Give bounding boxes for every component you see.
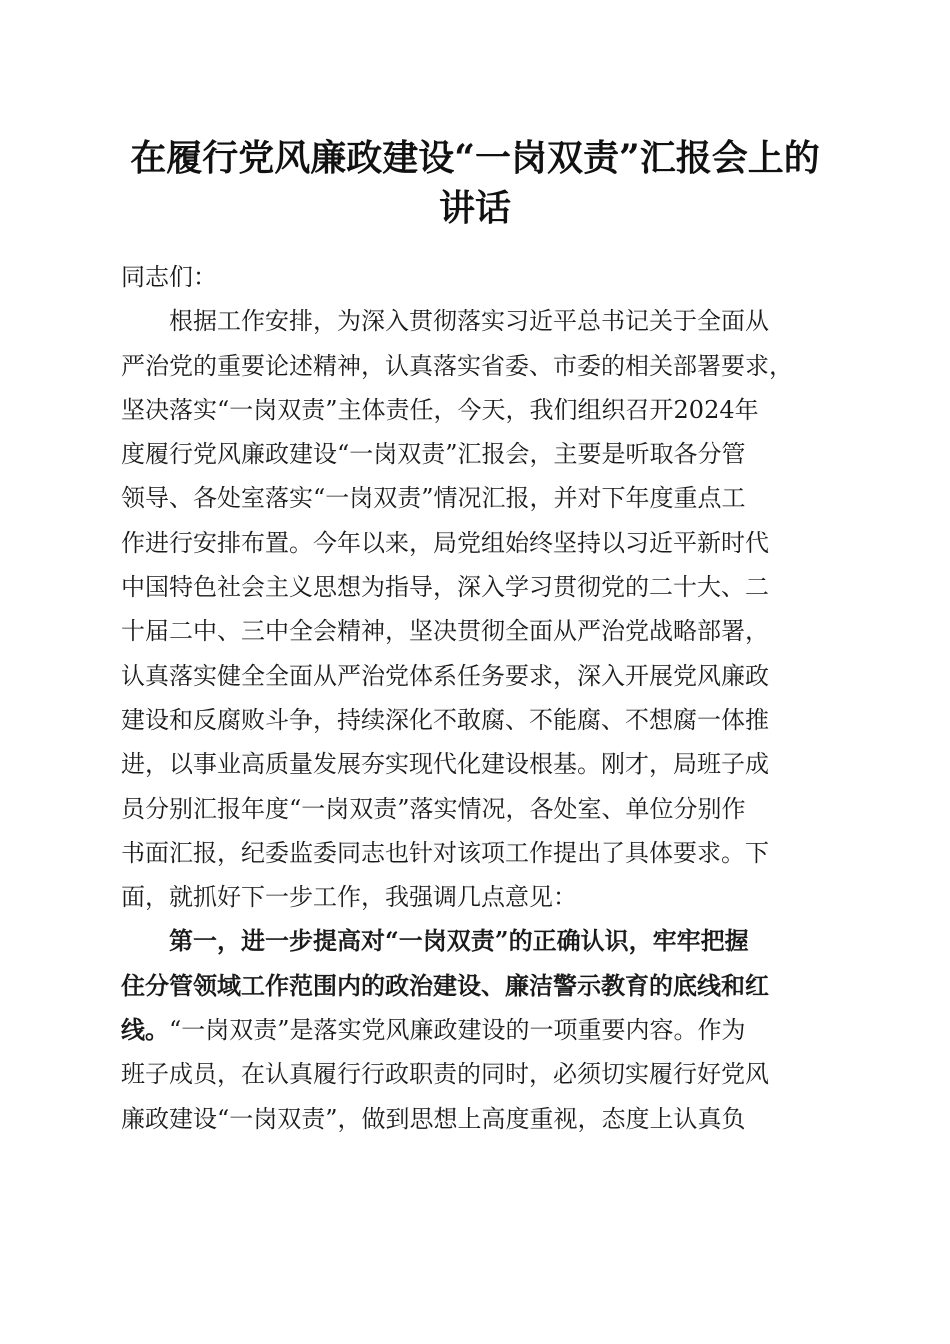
paragraph-1-line: 建设和反腐败斗争，持续深化不敢腐、不能腐、不想腐一体推: [121, 705, 769, 734]
paragraph-1-line: 作进行安排布置。今年以来，局党组始终坚持以习近平新时代: [121, 528, 769, 557]
paragraph-1-line: 进，以事业高质量发展夯实现代化建设根基。刚才，局班子成: [121, 750, 769, 779]
paragraph-1-line: 书面汇报，纪委监委同志也针对该项工作提出了具体要求。下: [121, 838, 769, 867]
paragraph-1-line: 中国特色社会主义思想为指导，深入学习贯彻党的二十大、二: [121, 573, 769, 602]
paragraph-2-heading-line: 第一，进一步提高对“一岗双责”的正确认识，牢牢把握: [169, 926, 749, 956]
paragraph-1-line: 认真落实健全全面从严治党体系任务要求，深入开展党风廉政: [121, 661, 769, 690]
paragraph-2-line: 班子成员，在认真履行行政职责的同时，必须切实履行好党风: [121, 1060, 769, 1089]
paragraph-2-text-start: “一岗双责”是落实党风廉政建设的一项重要内容。作为: [169, 1016, 746, 1045]
paragraph-1-line: 坚决落实“一岗双责”主体责任，今天，我们组织召开2024年: [121, 395, 759, 424]
paragraph-2-line: 廉政建设“一岗双责”，做到思想上高度重视，态度上认真负: [121, 1104, 746, 1133]
paragraph-1-line: 领导、各处室落实“一岗双责”情况汇报，并对下年度重点工: [121, 484, 746, 513]
paragraph-1-line: 十届二中、三中全会精神，坚决贯彻全面从严治党战略部署，: [121, 617, 769, 646]
paragraph-1-line: 面，就抓好下一步工作，我强调几点意见：: [121, 883, 577, 912]
paragraph-2-heading-end: 线。: [121, 1015, 169, 1045]
paragraph-1-line: 度履行党风廉政建设“一岗双责”汇报会，主要是听取各分管: [121, 440, 746, 469]
paragraph-2-heading-line: 住分管领域工作范围内的政治建设、廉洁警示教育的底线和红: [121, 970, 769, 1000]
title-line-2: 讲话: [438, 187, 511, 229]
paragraph-2-mixed-line: [121, 1008, 833, 1052]
paragraph-1-line: 严治党的重要论述精神，认真落实省委、市委的相关部署要求，: [121, 351, 793, 380]
document-title: [100, 133, 850, 233]
paragraph-1-line: 根据工作安排，为深入贯彻落实习近平总书记关于全面从: [169, 307, 769, 336]
paragraph-1-line: 员分别汇报年度“一岗双责”落实情况，各处室、单位分别作: [121, 794, 746, 823]
title-line-1: 在履行党风廉政建设“一岗双责”汇报会上的: [130, 137, 820, 179]
document-body: [121, 255, 833, 1141]
salutation: 同志们：: [121, 263, 217, 291]
